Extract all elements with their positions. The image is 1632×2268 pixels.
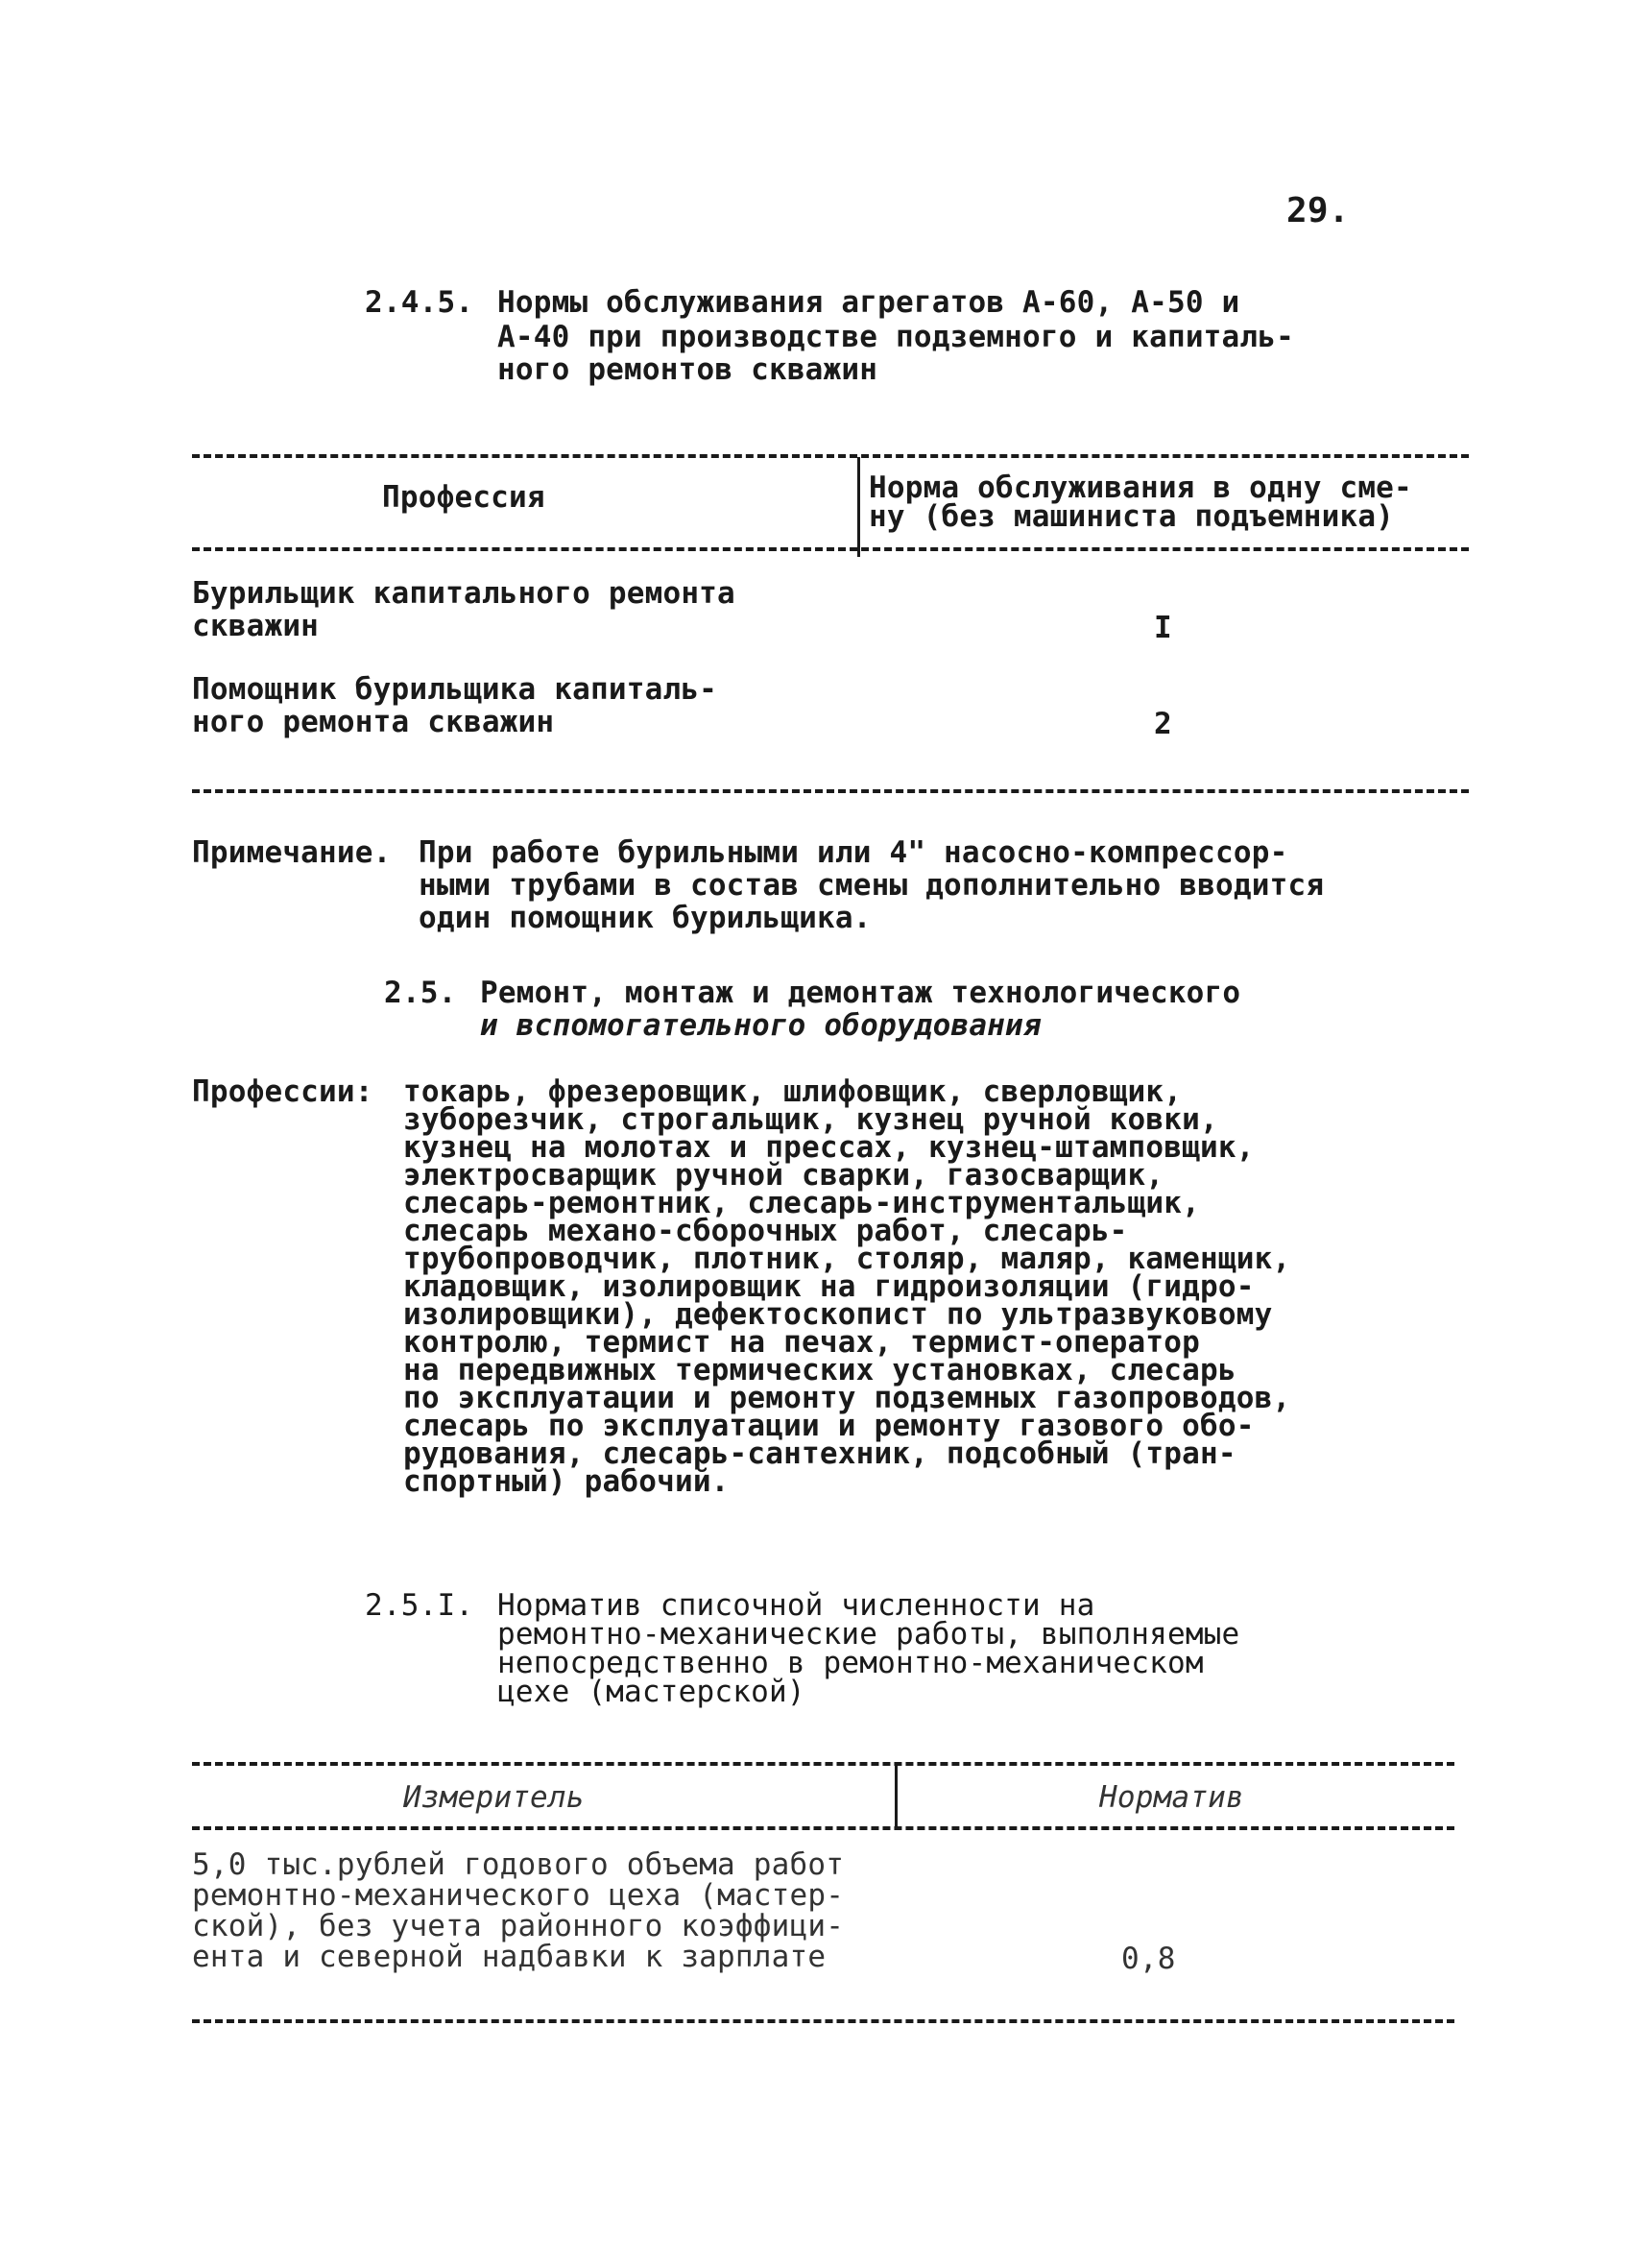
professions-line: слесарь механо-сборочных работ, слесарь-: [403, 1214, 1128, 1248]
table2-rule-bottom: [192, 2019, 1454, 2023]
professions-line: токарь, фрезеровщик, шлифовщик, сверловщик,: [403, 1074, 1183, 1109]
table-header-norm-line-2: ну (без машиниста подъемника): [869, 499, 1395, 534]
note-line-2: ными трубами в состав смены дополнительно вводится: [419, 868, 1325, 903]
section-25-title-line-2: и вспомогательного оборудования: [480, 1008, 1042, 1043]
table-rule-bottom: [192, 789, 1469, 793]
table2-measure-line-1: 5,0 тыс.рублей годового объема работ: [192, 1847, 845, 1882]
row-1-norm: I: [1154, 611, 1172, 645]
section-25-title-line-1: Ремонт, монтаж и демонтаж технологического: [480, 976, 1241, 1010]
row-1-profession-line-2: скважин: [192, 609, 320, 643]
section-245-number: 2.4.5.: [365, 285, 474, 320]
section-251-number: 2.5.I.: [365, 1588, 474, 1623]
table2-rule-top: [192, 1762, 1454, 1766]
table2-measure-line-4: ента и северной надбавки к зарплате: [192, 1940, 827, 1974]
table2-header-norm: Норматив: [1099, 1780, 1244, 1815]
professions-label: Профессии:: [192, 1074, 373, 1109]
professions-line: рудования, слесарь-сантехник, подсобный (тран-: [403, 1436, 1236, 1471]
table-header-divider: [857, 457, 860, 557]
table2-rule-header: [192, 1826, 1454, 1830]
table2-measure-line-3: ской), без учета районного коэффици-: [192, 1909, 845, 1943]
section-245-title-line-1: Нормы обслуживания агрегатов А-60, А-50 и: [497, 285, 1240, 320]
professions-line: спортный) рабочий.: [403, 1464, 730, 1499]
professions-line: слесарь-ремонтник, слесарь-инструментальщик,: [403, 1186, 1200, 1220]
professions-line: кладовщик, изолировщик на гидроизоляции (гидро-: [403, 1269, 1255, 1304]
table2-header-measure: Измеритель: [403, 1780, 585, 1815]
page-number: 29.: [1286, 191, 1350, 230]
table-header-norm-line-1: Норма обслуживания в одну сме-: [869, 470, 1412, 505]
section-251-title-line-1: Норматив списочной численности на: [497, 1588, 1095, 1623]
professions-line: электросварщик ручной сварки, газосварщик,: [403, 1158, 1164, 1193]
row-2-norm: 2: [1154, 707, 1172, 741]
table2-measure-line-2: ремонтно-механического цеха (мастер-: [192, 1878, 845, 1913]
row-1-profession-line-1: Бурильщик капитального ремонта: [192, 576, 735, 611]
professions-line: по эксплуатации и ремонту подземных газопроводов,: [403, 1381, 1291, 1415]
table2-header-divider: [895, 1765, 898, 1826]
section-25-number: 2.5.: [384, 976, 457, 1010]
table-rule-header: [192, 547, 1469, 551]
section-251-title-line-2: ремонтно-механические работы, выполняемые: [497, 1617, 1240, 1652]
professions-line: на передвижных термических установках, слесарь: [403, 1353, 1236, 1387]
professions-line: трубопроводчик, плотник, столяр, маляр, каменщик,: [403, 1242, 1291, 1276]
professions-line: слесарь по эксплуатации и ремонту газового обо-: [403, 1409, 1255, 1443]
professions-line: изолировщики), дефектоскопист по ультразвуковому: [403, 1297, 1273, 1332]
professions-line: кузнец на молотах и прессах, кузнец-штамповщик,: [403, 1130, 1255, 1165]
section-251-title-line-4: цехе (мастерской): [497, 1675, 805, 1709]
table-header-profession: Профессия: [382, 480, 545, 515]
row-2-profession-line-2: ного ремонта скважин: [192, 705, 555, 739]
professions-line: контролю, термист на печах, термист-оператор: [403, 1325, 1200, 1360]
note-line-1: При работе бурильными или 4" насосно-компрессор-: [419, 835, 1288, 870]
table2-norm-value: 0,8: [1121, 1942, 1176, 1976]
section-245-title-line-2: А-40 при производстве подземного и капиталь-: [497, 320, 1294, 354]
row-2-profession-line-1: Помощник бурильщика капиталь-: [192, 672, 718, 707]
note-label: Примечание.: [192, 835, 392, 870]
note-line-3: один помощник бурильщика.: [419, 901, 872, 935]
table-rule-top: [192, 454, 1469, 458]
section-251-title-line-3: непосредственно в ремонтно-механическом: [497, 1646, 1204, 1680]
professions-line: зуборезчик, строгальщик, кузнец ручной ковки,: [403, 1102, 1218, 1137]
section-245-title-line-3: ного ремонтов скважин: [497, 352, 878, 387]
